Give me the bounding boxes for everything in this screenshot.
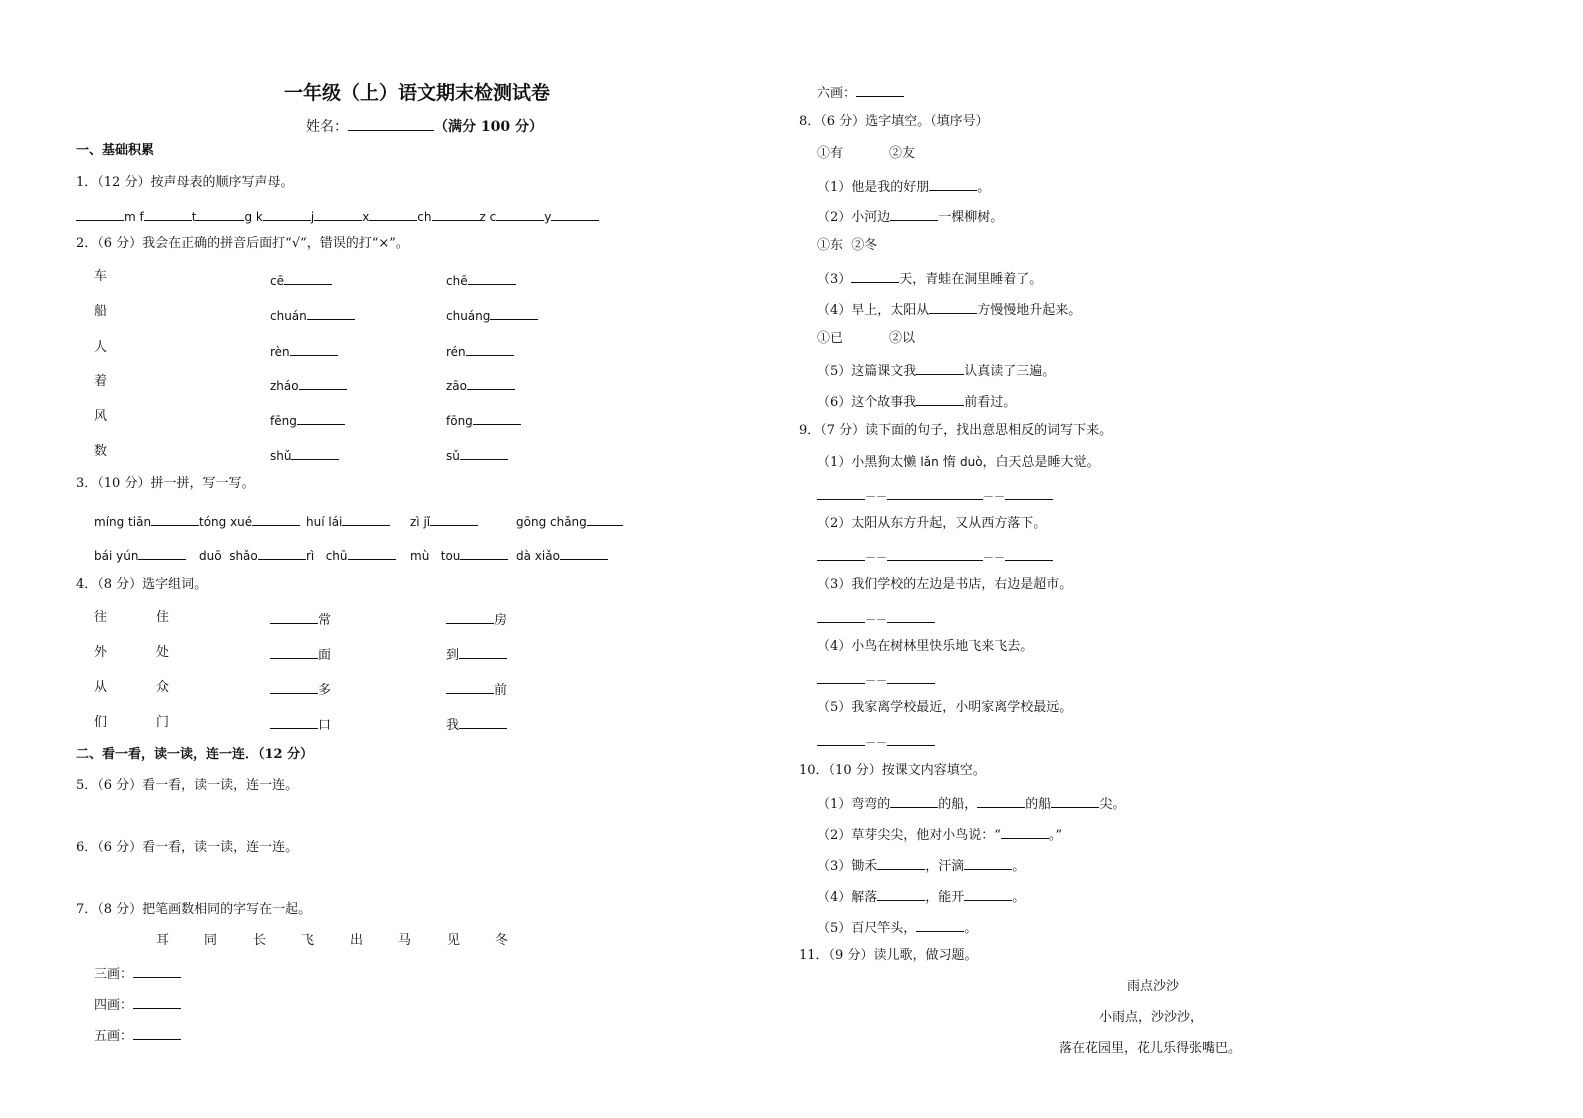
q9-answer-line: －－ －－ — [817, 486, 1053, 505]
q2-blank[interactable] — [307, 306, 355, 320]
q9-answer-line: －－ — [817, 670, 935, 689]
q2-option-a: shǔ — [270, 446, 339, 464]
q1-blank[interactable] — [496, 207, 544, 221]
q8-sentence: （1）他是我的好朋 。 — [817, 177, 990, 196]
q4-char: 众 — [156, 680, 170, 695]
q4-word: 口 — [270, 715, 331, 734]
q3-item: tóng xué — [199, 512, 300, 530]
q4-word: 房 — [446, 610, 507, 629]
q9-blank[interactable] — [817, 486, 865, 500]
q2-option-a: chuán — [270, 306, 355, 324]
q1-blank[interactable] — [314, 207, 362, 221]
q4-word: 我 — [446, 715, 507, 734]
q10-blank[interactable] — [964, 856, 1012, 870]
q3-item: rì chū — [306, 546, 396, 564]
q1-letter: j — [310, 210, 315, 224]
section-2-heading: 二、看一看，读一读，连一连．（12 分） — [76, 747, 314, 762]
q7-char: 飞 — [301, 933, 315, 948]
q10-blank[interactable] — [1001, 825, 1049, 839]
q8-blank[interactable] — [851, 269, 899, 283]
q7-stem: 7．（8 分）把笔画数相同的字写在一起。 — [76, 902, 312, 917]
q5-stem: 5．（6 分）看一看，读一读，连一连。 — [76, 778, 299, 793]
q2-blank[interactable] — [490, 306, 538, 320]
q8-blank[interactable] — [916, 392, 964, 406]
name-blank[interactable] — [348, 117, 434, 131]
q1-blank[interactable] — [432, 207, 480, 221]
q8-sentence: （3） 天，青蛙在洞里睡着了。 — [817, 269, 1042, 288]
q2-option-b: chuáng — [446, 306, 538, 324]
q7-char: 见 — [447, 933, 461, 948]
page-title: 一年级（上）语文期末检测试卷 — [284, 82, 551, 104]
q3-item: bái yún — [94, 546, 186, 564]
name-line — [306, 117, 543, 135]
q2-blank[interactable] — [473, 411, 521, 425]
q2-blank[interactable] — [466, 342, 514, 356]
q1-blank[interactable] — [369, 207, 417, 221]
q4-stem: 4．（8 分）选字组词。 — [76, 577, 208, 592]
q9-stem: 9．（7 分）读下面的句子，找出意思相反的词写下来。 — [799, 423, 1113, 438]
q4-word: 面 — [270, 645, 331, 664]
q3-item: huí lái — [306, 512, 390, 530]
q2-char: 风 — [94, 409, 108, 424]
q7-char: 冬 — [495, 933, 509, 948]
q4-char: 从 — [94, 680, 108, 695]
q3-blank[interactable] — [560, 546, 608, 560]
q2-option-a: rèn — [270, 342, 338, 360]
q2-blank[interactable] — [290, 342, 338, 356]
poem-line: 小雨点，沙沙沙， — [1099, 1010, 1204, 1025]
q7-group: 五画： — [94, 1026, 181, 1045]
q4-blank[interactable] — [459, 645, 507, 659]
q3-blank[interactable] — [430, 512, 478, 526]
q7-blank[interactable] — [856, 83, 904, 97]
q8-option: ①已 — [817, 331, 844, 346]
q1-answer-line — [76, 207, 599, 225]
q7-char: 马 — [398, 933, 412, 948]
q10-blank[interactable] — [877, 856, 925, 870]
q9-blank[interactable] — [817, 670, 865, 684]
q10-sentence: （4）解落 ，能开 。 — [817, 887, 1025, 906]
q7-group: 四画： — [94, 995, 181, 1014]
q4-blank[interactable] — [446, 680, 494, 694]
q2-option-b: zāo — [446, 376, 515, 394]
q10-sentence: （5）百尺竿头， 。 — [817, 918, 977, 937]
q2-char: 数 — [94, 444, 108, 459]
q1-blank[interactable] — [144, 207, 192, 221]
q8-option: ②友 — [889, 146, 916, 161]
q2-blank[interactable] — [291, 446, 339, 460]
q4-word: 到 — [446, 645, 507, 664]
q9-answer-line: －－ — [817, 609, 935, 628]
q4-char: 门 — [156, 715, 170, 730]
q2-option-b: sǔ — [446, 446, 508, 464]
q4-blank[interactable] — [270, 645, 318, 659]
q9-sentence: （1）小黑狗太懒 lǎn 惰 duò，白天总是睡大觉。 — [817, 455, 1100, 470]
q3-blank[interactable] — [138, 546, 186, 560]
q8-sentence: （4）早上，太阳从 方慢慢地升起来。 — [817, 300, 1081, 319]
q2-blank[interactable] — [299, 376, 347, 390]
q8-blank[interactable] — [890, 207, 938, 221]
q10-blank[interactable] — [1051, 794, 1099, 808]
q3-item: zì jǐ — [410, 512, 478, 530]
q9-blank[interactable] — [887, 547, 983, 561]
q4-word: 常 — [270, 610, 331, 629]
q4-char: 住 — [156, 610, 170, 625]
q10-sentence: （3）锄禾 ，汗滴 。 — [817, 856, 1025, 875]
q7-char: 同 — [204, 933, 218, 948]
q2-option-a: fēng — [270, 411, 345, 429]
q3-item: mù tou — [410, 546, 508, 564]
full-score: （满分 100 分） — [434, 119, 543, 135]
q2-blank[interactable] — [284, 271, 332, 285]
q3-blank[interactable] — [348, 546, 396, 560]
q4-word: 多 — [270, 680, 331, 699]
q7-group: 六画： — [817, 83, 904, 102]
q9-blank[interactable] — [887, 670, 935, 684]
q2-char: 着 — [94, 374, 108, 389]
q9-blank[interactable] — [817, 609, 865, 623]
q3-item: duō shǎo — [199, 546, 306, 564]
q2-option-a: zháo — [270, 376, 347, 394]
q8-option: ①东 ②冬 — [817, 238, 878, 253]
q7-char: 出 — [350, 933, 364, 948]
q4-char: 处 — [156, 645, 170, 660]
q7-char: 耳 — [156, 933, 170, 948]
q1-letter: y — [544, 210, 552, 224]
q9-answer-line: －－ — [817, 732, 935, 751]
q3-blank[interactable] — [258, 546, 306, 560]
q4-char: 们 — [94, 715, 108, 730]
q9-blank[interactable] — [887, 609, 935, 623]
q2-option-b: rén — [446, 342, 514, 360]
q7-blank[interactable] — [133, 964, 181, 978]
q8-sentence: （6）这个故事我 前看过。 — [817, 392, 1016, 411]
q10-blank[interactable] — [977, 794, 1025, 808]
q8-sentence: （5）这篇课文我 认真读了三遍。 — [817, 361, 1055, 380]
q10-sentence: （2）草芽尖尖，他对小鸟说：“ 。” — [817, 825, 1062, 844]
q9-sentence: （3）我们学校的左边是书店，右边是超市。 — [817, 577, 1073, 592]
q9-sentence: （2）太阳从东方升起，又从西方落下。 — [817, 516, 1047, 531]
q8-stem: 8．（6 分）选字填空。（填序号） — [799, 114, 989, 129]
q2-char: 车 — [94, 269, 108, 284]
q3-item: dà xiǎo — [516, 546, 608, 564]
q2-char: 船 — [94, 304, 108, 319]
q6-stem: 6．（6 分）看一看，读一读，连一连。 — [76, 840, 299, 855]
q8-option: ②以 — [889, 331, 916, 346]
q1-letter: z c — [479, 210, 497, 224]
section-1-heading: 一、基础积累 — [76, 143, 155, 158]
q3-item: gōng chǎng — [516, 512, 623, 530]
q2-stem: 2．（6 分）我会在正确的拼音后面打“√”，错误的打“×”。 — [76, 236, 409, 251]
q8-blank[interactable] — [916, 361, 964, 375]
q9-blank[interactable] — [1005, 486, 1053, 500]
q9-sentence: （5）我家离学校最近，小明家离学校最远。 — [817, 700, 1073, 715]
q2-blank[interactable] — [467, 376, 515, 390]
q4-blank[interactable] — [446, 610, 494, 624]
q3-stem: 3．（10 分）拼一拼，写一写。 — [76, 476, 255, 491]
q1-letter: m f — [124, 210, 144, 224]
q7-blank[interactable] — [133, 1026, 181, 1040]
q3-blank[interactable] — [252, 512, 300, 526]
q8-blank[interactable] — [929, 300, 977, 314]
q1-blank[interactable] — [551, 207, 599, 221]
q2-blank[interactable] — [468, 271, 516, 285]
q7-group: 三画： — [94, 964, 181, 983]
poem-title: 雨点沙沙 — [1127, 979, 1180, 994]
q3-blank[interactable] — [460, 546, 508, 560]
q2-char: 人 — [94, 340, 108, 355]
q9-blank[interactable] — [887, 486, 983, 500]
q10-blank[interactable] — [916, 918, 964, 932]
q9-blank[interactable] — [887, 732, 935, 746]
q8-option: ①有 — [817, 146, 844, 161]
q3-blank[interactable] — [587, 512, 623, 526]
q9-answer-line: －－ －－ — [817, 547, 1053, 566]
q8-sentence: （2）小河边 一棵柳树。 — [817, 207, 1003, 226]
q4-word: 前 — [446, 680, 507, 699]
q9-blank[interactable] — [817, 547, 865, 561]
q1-blank[interactable] — [76, 207, 124, 221]
poem-line: 落在花园里，花儿乐得张嘴巴。 — [1059, 1041, 1242, 1056]
q2-option-b: fōng — [446, 411, 521, 429]
q4-blank[interactable] — [459, 715, 507, 729]
q10-sentence: （1）弯弯的 的船， 的船 尖。 — [817, 794, 1125, 813]
q4-blank[interactable] — [270, 680, 318, 694]
q3-blank[interactable] — [342, 512, 390, 526]
q11-stem: 11．（9 分）读儿歌，做习题。 — [799, 948, 978, 963]
q9-blank[interactable] — [817, 732, 865, 746]
q4-blank[interactable] — [270, 715, 318, 729]
q10-blank[interactable] — [964, 887, 1012, 901]
q9-sentence: （4）小鸟在树林里快乐地飞来飞去。 — [817, 639, 1034, 654]
q1-stem: 1．（12 分）按声母表的顺序写声母。 — [76, 175, 294, 190]
q2-blank[interactable] — [460, 446, 508, 460]
q3-item: míng tiān — [94, 512, 199, 530]
q1-letter: g k — [244, 210, 263, 224]
q10-stem: 10．（10 分）按课文内容填空。 — [799, 763, 986, 778]
q7-blank[interactable] — [133, 995, 181, 1009]
q1-letter: x — [362, 210, 370, 224]
q10-blank[interactable] — [890, 794, 938, 808]
q2-option-a: cē — [270, 271, 332, 289]
q1-letter: t — [191, 210, 197, 224]
q4-blank[interactable] — [270, 610, 318, 624]
q2-blank[interactable] — [297, 411, 345, 425]
q4-char: 往 — [94, 610, 108, 625]
q10-blank[interactable] — [877, 887, 925, 901]
q3-blank[interactable] — [151, 512, 199, 526]
q2-option-b: chē — [446, 271, 516, 289]
q9-blank[interactable] — [1005, 547, 1053, 561]
name-label: 姓名： — [306, 119, 348, 135]
q4-char: 外 — [94, 645, 108, 660]
q1-blank[interactable] — [263, 207, 311, 221]
q8-blank[interactable] — [929, 177, 977, 191]
q1-letter: ch — [417, 210, 432, 224]
q1-blank[interactable] — [196, 207, 244, 221]
q7-char: 长 — [253, 933, 267, 948]
